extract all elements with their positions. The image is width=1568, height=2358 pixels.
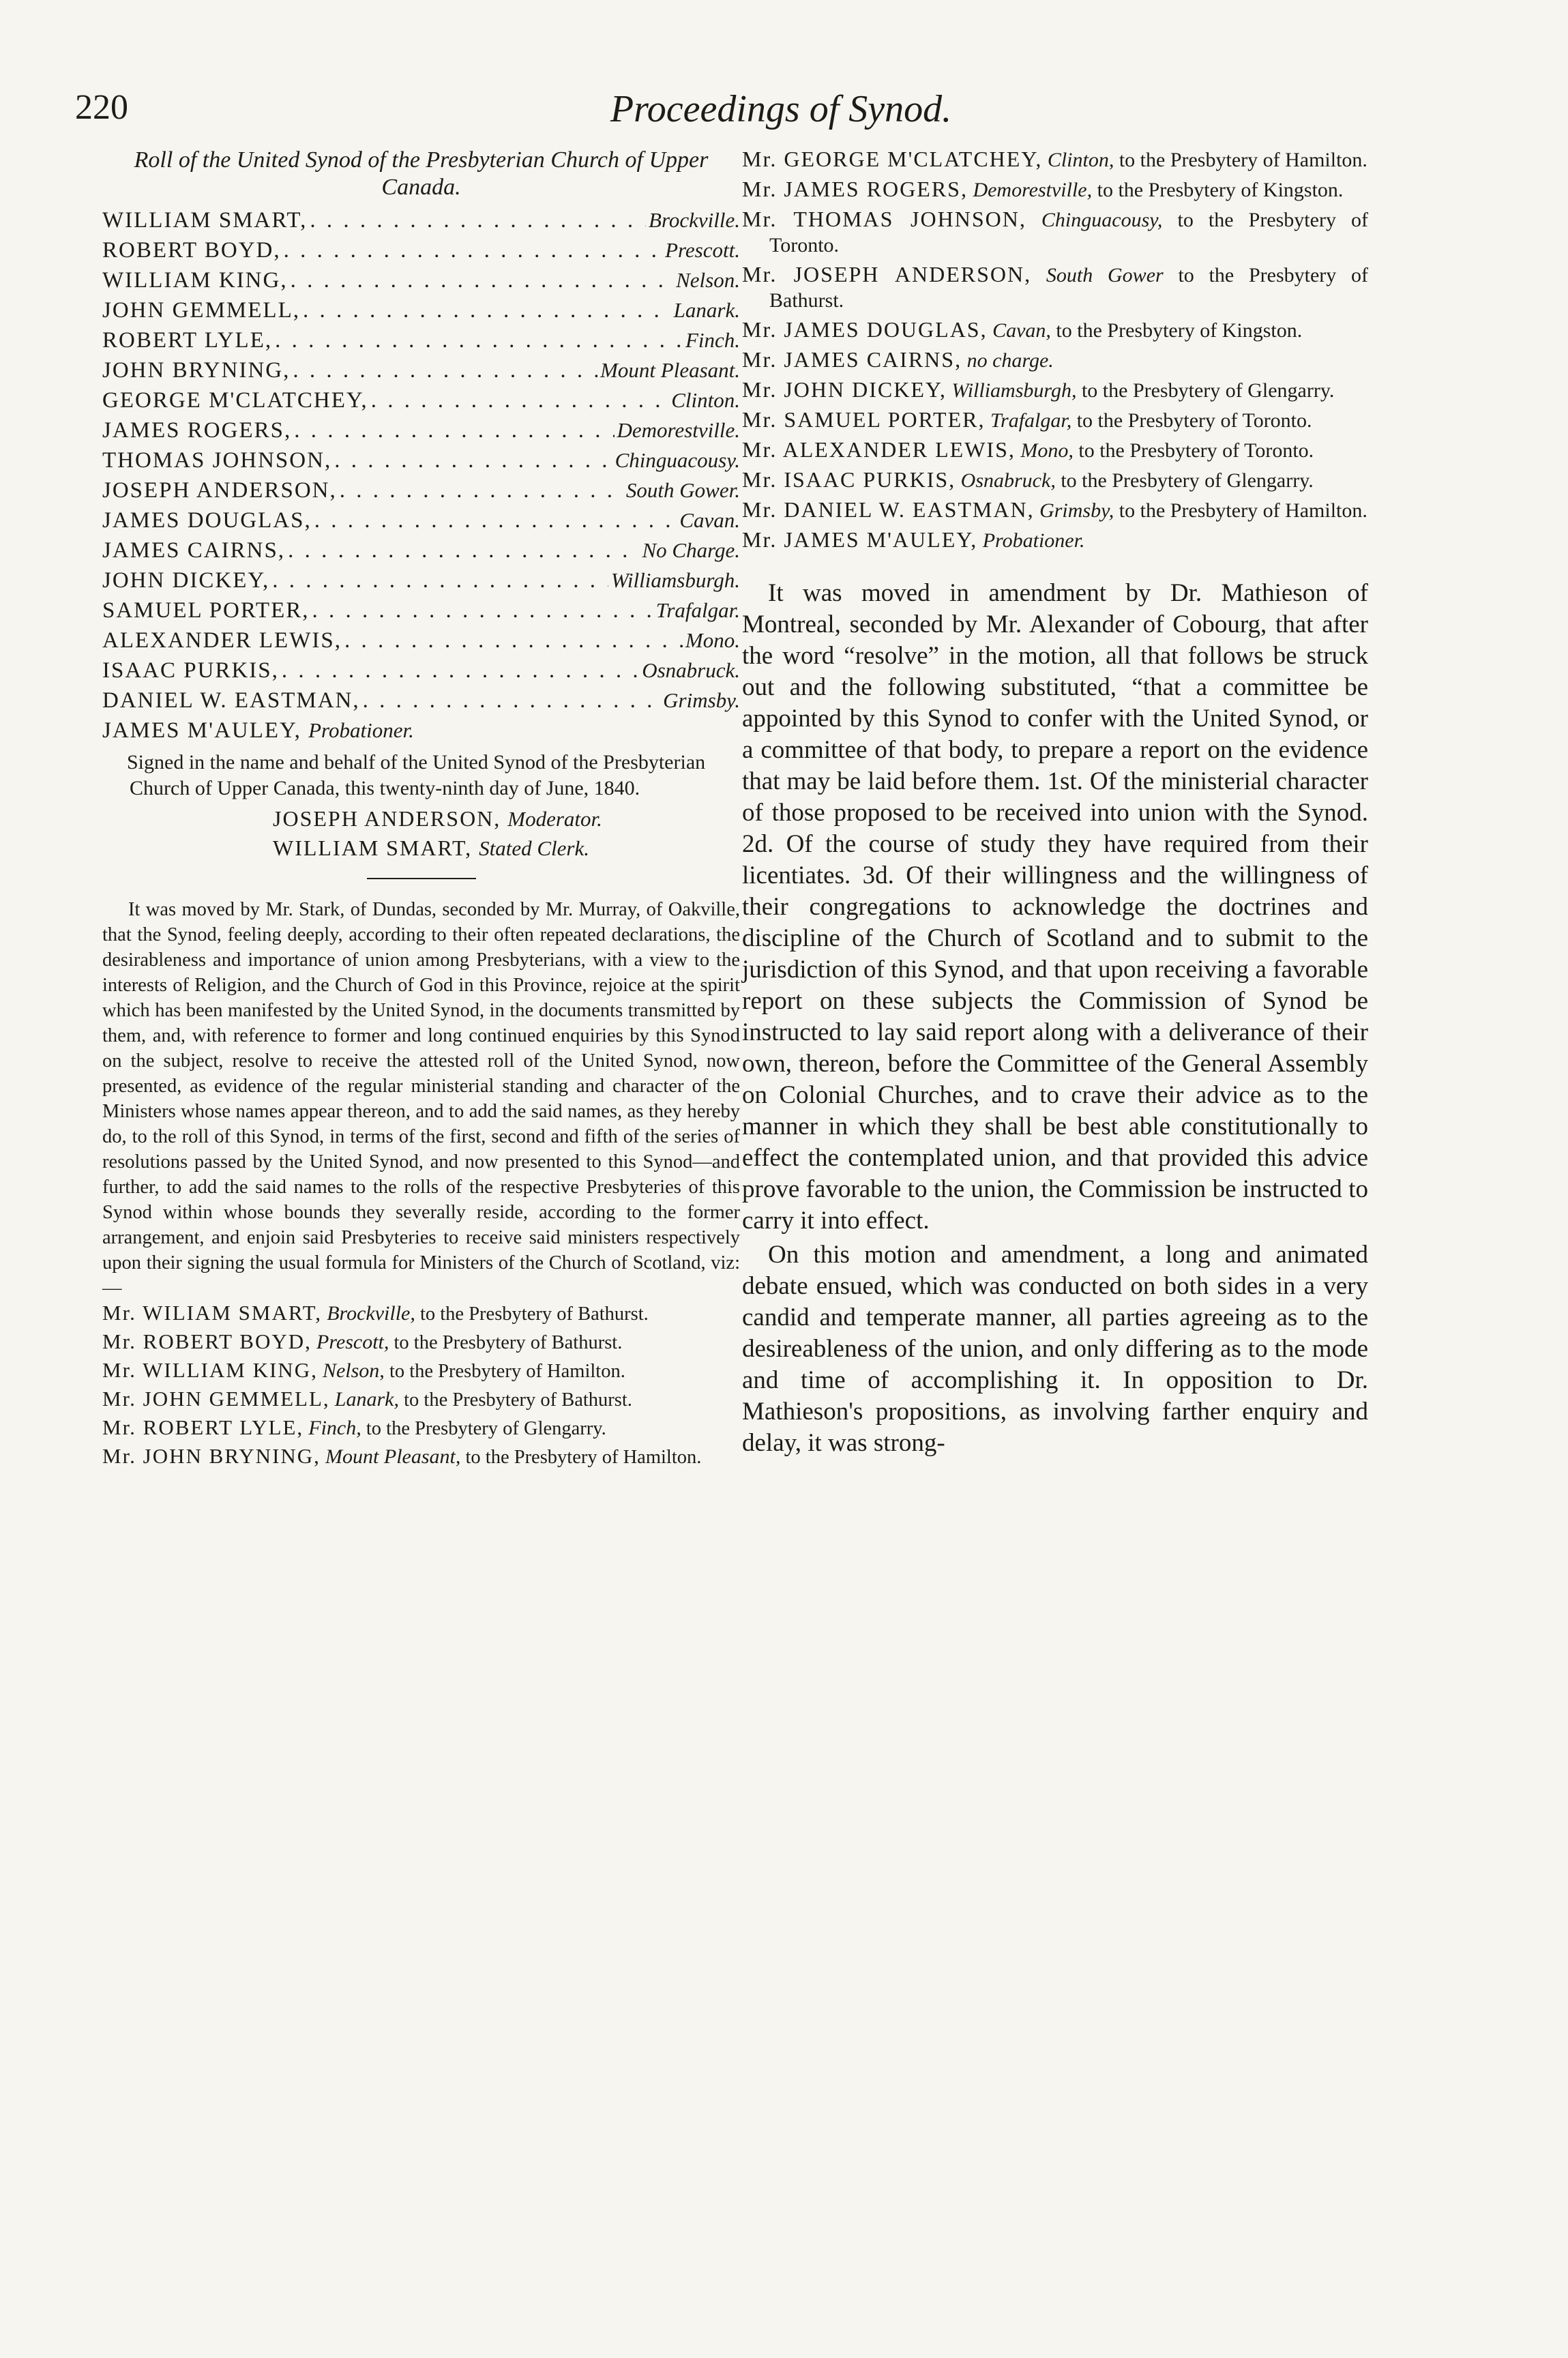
roll-entry xyxy=(102,595,740,625)
minister-place: South Gower xyxy=(1046,264,1164,286)
section-spacer xyxy=(742,557,844,578)
signature-title: Moderator. xyxy=(507,807,602,831)
right-column xyxy=(742,147,1368,1462)
minister-name: Mr. THOMAS JOHNSON, xyxy=(742,207,1026,231)
leader-dots xyxy=(282,655,639,686)
minister-place: Nelson, xyxy=(322,1359,385,1382)
minister-place: Trafalgar, xyxy=(990,409,1072,432)
presbytery-text: to the Presbytery of Bathurst. xyxy=(419,1303,649,1325)
minister-place: Prescott, xyxy=(316,1331,389,1353)
minister-place: Demorestville, xyxy=(973,179,1093,201)
signed-statement: Signed in the name and behalf of the United Synod of the Presbyterian Church of Upper Canada, this twenty-ninth day of June, 1840. xyxy=(127,751,706,799)
presbytery-text: to the Presbytery of Toronto. xyxy=(769,209,1369,256)
page-header xyxy=(75,87,1487,149)
assignment-entry xyxy=(742,377,1368,403)
presbytery-text: to the Presbytery of Bathurst. xyxy=(394,1332,623,1353)
leader-dots xyxy=(275,325,683,355)
roll-entry xyxy=(102,325,740,355)
minister-place: Clinton, xyxy=(1047,149,1114,171)
roll-last-entry xyxy=(102,716,740,746)
minister-name: Mr. JOHN DICKEY, xyxy=(742,377,947,402)
minister-name: Mr. ROBERT LYLE, xyxy=(102,1415,304,1439)
roll-entry-name: GEORGE M'CLATCHEY, xyxy=(102,388,368,413)
roll-list xyxy=(102,205,740,716)
roll-entry-place: Mount Pleasant. xyxy=(600,358,740,382)
leader-dots xyxy=(363,686,661,716)
roll-entry-name: ALEXANDER LEWIS, xyxy=(102,628,342,653)
roll-entry xyxy=(102,655,740,686)
minister-place: Grimsby, xyxy=(1039,499,1114,522)
roll-entry-place: South Gower. xyxy=(625,478,740,502)
left-column xyxy=(102,147,740,1473)
roll-entry-name: JOSEPH ANDERSON, xyxy=(102,478,337,503)
roll-entry-place: Williamsburgh. xyxy=(610,568,740,592)
roll-entry-name: THOMAS JOHNSON, xyxy=(102,448,332,473)
roll-entry xyxy=(102,535,740,565)
roll-entry xyxy=(102,415,740,445)
roll-entry-name: JOHN DICKEY, xyxy=(102,568,270,593)
roll-entry-place: No Charge. xyxy=(642,538,740,562)
roll-entry xyxy=(102,235,740,265)
assignment-entry xyxy=(102,1301,740,1327)
roll-entry xyxy=(102,445,740,475)
presbytery-text: to the Presbytery of Glengarry. xyxy=(1081,379,1335,402)
assignment-entry xyxy=(742,147,1368,173)
minister-name: Mr. JAMES CAIRNS, xyxy=(742,347,962,372)
roll-entry xyxy=(102,565,740,595)
minister-name: Mr. ISAAC PURKIS, xyxy=(742,467,956,492)
roll-entry-place: Prescott. xyxy=(665,238,740,262)
section-divider xyxy=(367,878,476,879)
running-title: Proceedings of Synod. xyxy=(610,88,952,130)
leader-dots xyxy=(291,265,674,295)
roll-entry-place: Mono. xyxy=(685,628,740,652)
minister-name: Mr. WILLIAM KING, xyxy=(102,1358,318,1382)
roll-entry-place: Cavan. xyxy=(679,508,740,532)
leader-dots xyxy=(303,295,671,325)
roll-entry-name: JOHN BRYNING, xyxy=(102,358,291,383)
assignment-entry xyxy=(742,262,1368,313)
roll-entry-name: JAMES CAIRNS, xyxy=(102,538,286,563)
signature-clerk xyxy=(102,834,740,863)
roll-entry xyxy=(102,385,740,415)
assignment-entry xyxy=(102,1444,740,1470)
assignments-right xyxy=(742,147,1368,553)
leader-dots xyxy=(344,625,683,655)
roll-entry-place: Nelson. xyxy=(676,268,740,292)
roll-entry-name: ROBERT LYLE, xyxy=(102,328,273,353)
presbytery-text: to the Presbytery of Hamilton. xyxy=(1119,499,1367,522)
roll-entry xyxy=(102,505,740,535)
minister-name: Mr. DANIEL W. EASTMAN, xyxy=(742,497,1035,522)
leader-dots xyxy=(293,355,597,385)
roll-entry xyxy=(102,295,740,325)
signature-title: Stated Clerk. xyxy=(479,836,589,860)
minister-name: Mr. SAMUEL PORTER, xyxy=(742,407,986,432)
minister-place: no charge. xyxy=(966,349,1054,372)
roll-entry-place: Osnabruck. xyxy=(642,658,740,682)
leader-dots xyxy=(288,535,639,565)
minister-place: Chinguacousy, xyxy=(1041,209,1163,231)
roll-entry-name: JAMES ROGERS, xyxy=(102,418,292,443)
minister-name: Mr. GEORGE M'CLATCHEY, xyxy=(742,147,1043,171)
roll-entry-name: ROBERT BOYD, xyxy=(102,238,281,263)
roll-entry-name: SAMUEL PORTER, xyxy=(102,598,310,623)
assignment-entry xyxy=(742,177,1368,203)
minister-place: Mount Pleasant, xyxy=(325,1445,461,1468)
roll-entry-place: Grimsby. xyxy=(663,688,740,712)
presbytery-text: to the Presbytery of Glengarry. xyxy=(366,1418,606,1439)
leader-dots xyxy=(340,475,623,505)
minister-place: Lanark, xyxy=(334,1388,399,1411)
assignment-entry xyxy=(742,347,1368,373)
roll-entry-place: Brockville. xyxy=(649,208,740,232)
leader-dots xyxy=(310,205,646,235)
amendment-paragraph: It was moved in amendment by Dr. Mathieson of Montreal, seconded by Mr. Alexander of Cobourg, that after the word “resolve” in the motion, all that follows be struck out and the following substituted, “that a committee be appointed by this Synod to confer with the United Synod, or a committee of that body, to prepare a report on the evidence that may be laid before them. 1st. Of the ministerial character of those proposed to be received into union with the Synod. 2d. Of the course of study they have required from their licentiates. 3d. Of their willingness and the willingness of their congregations to acknowledge the doctrines and discipline of the Church of Scotland and to submit to the jurisdiction of this Synod, and that upon receiving a favorable report on these subjects the Commission of Synod be instructed to lay said report along with a deliverance of their own, thereon, before the Committee of the General Assembly on Colonial Churches, and to crave their advice as to the manner in which they shall be best able constitutionally to effect the contemplated union, and that provided this advice prove favorable to the union, the Commission be instructed to carry it into effect. xyxy=(742,579,1368,1235)
roll-entry xyxy=(102,475,740,505)
minister-place: Cavan, xyxy=(992,319,1051,342)
roll-entry-name: ISAAC PURKIS, xyxy=(102,658,279,683)
roll-entry xyxy=(102,205,740,235)
assignment-entry xyxy=(742,317,1368,343)
minister-place: Probationer. xyxy=(982,529,1085,552)
minister-place: Osnabruck, xyxy=(960,469,1056,492)
minister-name: Mr. JAMES ROGERS, xyxy=(742,177,968,201)
minister-place: Brockville, xyxy=(327,1302,415,1325)
presbytery-text: to the Presbytery of Hamilton. xyxy=(1119,149,1367,171)
presbytery-text: to the Presbytery of Bathurst. xyxy=(404,1389,632,1411)
leader-dots xyxy=(314,505,677,535)
assignment-entry xyxy=(102,1329,740,1355)
minister-name: Mr. ROBERT BOYD, xyxy=(102,1329,312,1353)
signature-moderator xyxy=(102,804,740,834)
minister-name: Mr. JAMES DOUGLAS, xyxy=(742,317,988,342)
roll-entry-name: JAMES M'AULEY, xyxy=(102,718,301,743)
presbytery-text: to the Presbytery of Kingston. xyxy=(1056,319,1303,342)
roll-entry xyxy=(102,265,740,295)
leader-dots xyxy=(312,595,653,625)
presbytery-text: to the Presbytery of Glengarry. xyxy=(1061,469,1314,492)
minister-place: Finch, xyxy=(308,1417,361,1439)
assignments-left xyxy=(102,1301,740,1470)
minister-place: Williamsburgh, xyxy=(951,379,1077,402)
roll-entry-name: JOHN GEMMELL, xyxy=(102,298,300,323)
signature-name: JOSEPH ANDERSON, xyxy=(273,806,501,831)
roll-entry xyxy=(102,355,740,385)
assignment-entry xyxy=(742,437,1368,463)
roll-entry xyxy=(102,625,740,655)
roll-entry-place: Clinton. xyxy=(671,388,740,412)
minister-name: Mr. WILIAM SMART, xyxy=(102,1301,323,1325)
presbytery-text: to the Presbytery of Toronto. xyxy=(1076,409,1312,432)
roll-entry-name: DANIEL W. EASTMAN, xyxy=(102,688,360,713)
roll-entry-place: Chinguacousy. xyxy=(615,448,740,472)
presbytery-text: to the Presbytery of Toronto. xyxy=(1078,439,1314,462)
assignment-entry xyxy=(742,207,1368,258)
presbytery-text: to the Presbytery of Hamilton. xyxy=(465,1447,702,1468)
assignment-entry xyxy=(742,467,1368,493)
roll-entry-place: Finch. xyxy=(685,328,740,352)
minister-place: Mono, xyxy=(1020,439,1074,462)
motion-paragraph: It was moved by Mr. Stark, of Dundas, seconded by Mr. Murray, of Oakville, that the Synod, feeling deeply, according to their often repeated declarations, the desirableness and importance of union among Presbyterians, with a view to the interests of Religion, and the Church of God in this Province, rejoice at the spirit which has been manifested by the United Synod, in the documents transmitted by them, and, with reference to former and long continued enquiries by this Synod on the subject, resolve to receive the attested roll of the United Synod, now presented, as evidence of the regular ministerial standing and character of the Ministers whose names appear thereon, and to add the said names, as they hereby do, to the roll of this Synod, in terms of the first, second and fifth of the series of resolutions passed by the United Synod, and now presented to this Synod—and further, to add the said names to the rolls of the respective Presbyteries of this Synod within whose bounds they severally reside, according to the former arrangement, and enjoin said Presbyteries to receive said ministers respectively upon their signing the usual formula for Ministers of the Church of Scotland, viz:— xyxy=(102,899,740,1299)
minister-name: Mr. ALEXANDER LEWIS, xyxy=(742,437,1016,462)
assignment-entry xyxy=(742,407,1368,433)
leader-dots xyxy=(371,385,669,415)
minister-name: Mr. JAMES M'AULEY, xyxy=(742,527,978,552)
roll-entry-name: WILLIAM KING, xyxy=(102,268,288,293)
roll-title: Roll of the United Synod of the Presbyterian Church of Upper Canada. xyxy=(134,147,709,200)
roll-entry-place: Lanark. xyxy=(673,298,740,322)
leader-dots xyxy=(334,445,612,475)
presbytery-text: to the Presbytery of Bathurst. xyxy=(769,264,1369,312)
roll-entry-name: JAMES DOUGLAS, xyxy=(102,508,312,533)
leader-dots xyxy=(294,415,614,445)
minister-name: Mr. JOSEPH ANDERSON, xyxy=(742,262,1032,286)
signature-name: WILLIAM SMART, xyxy=(273,836,473,860)
presbytery-text: to the Presbytery of Kingston. xyxy=(1097,179,1344,201)
roll-entry-place: Probationer. xyxy=(308,718,414,742)
roll-entry-name: WILLIAM SMART, xyxy=(102,208,308,233)
debate-paragraph: On this motion and amendment, a long and animated debate ensued, which was conducted on both sides in a very candid and temperate manner, all parties agreeing as to the desireableness of the union, and only differing as to the mode and time of accomplishing it. In opposition to Dr. Mathieson's propositions, as involving farther enquiry and delay, it was strong- xyxy=(742,1241,1368,1457)
minister-name: Mr. JOHN GEMMELL, xyxy=(102,1387,330,1411)
leader-dots xyxy=(272,565,608,595)
assignment-entry xyxy=(102,1387,740,1413)
roll-entry-place: Trafalgar. xyxy=(655,598,740,622)
assignment-entry xyxy=(102,1415,740,1441)
roll-entry xyxy=(102,686,740,716)
roll-entry-place: Demorestville. xyxy=(617,418,740,442)
minister-name: Mr. JOHN BRYNING, xyxy=(102,1444,321,1468)
presbytery-text: to the Presbytery of Hamilton. xyxy=(389,1361,625,1382)
assignment-entry xyxy=(102,1358,740,1384)
assignment-entry xyxy=(742,497,1368,523)
leader-dots xyxy=(284,235,662,265)
assignment-entry xyxy=(742,527,1368,553)
page-number: 220 xyxy=(75,88,128,127)
